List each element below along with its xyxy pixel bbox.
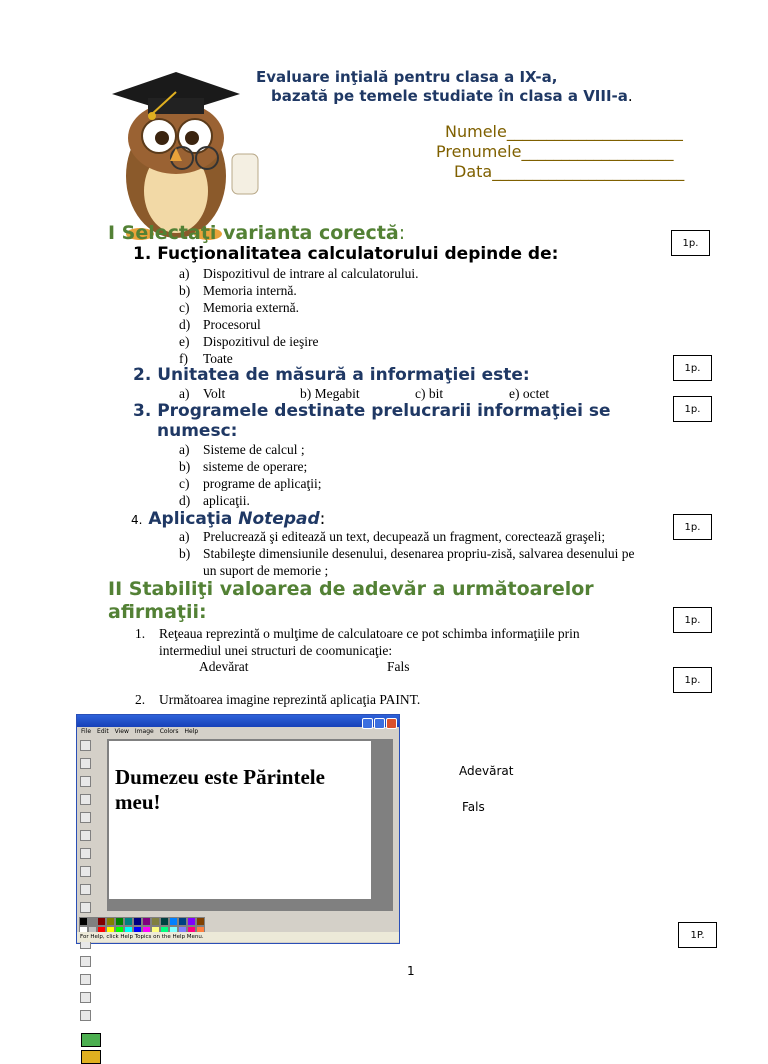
menu-view: View	[114, 728, 129, 735]
question-4-italic: Notepad	[238, 509, 320, 529]
option[interactable]: c) Memoria externă.	[179, 300, 299, 315]
statement-1-text-2: intermediul unei structuri de coomunicaţie:	[159, 643, 393, 658]
tool-icon	[80, 1010, 91, 1021]
points-box: 1p.	[673, 667, 712, 693]
tool-icon	[80, 992, 91, 1003]
statement-2-text: Următoarea imagine reprezintă aplicaţia PAINT.	[159, 692, 421, 707]
statement-2	[135, 691, 420, 708]
question-4-colon: :	[319, 509, 326, 529]
canvas-text-1: Dumezeu este Părintele	[115, 765, 325, 789]
tool-icon	[80, 830, 91, 841]
statement-1-false[interactable]: Fals	[387, 659, 410, 674]
section-1-title	[108, 222, 405, 244]
option[interactable]: Volt	[203, 386, 226, 401]
tool-icon	[80, 776, 91, 787]
statement-2-number: 2.	[135, 692, 146, 707]
title-line-2-text: bazată pe temele studiate în clasa a VIII-a	[271, 87, 628, 105]
menu-help: Help	[184, 728, 199, 735]
tool-icon	[80, 812, 91, 823]
question-1-text: Fucţionalitatea calculatorului depinde de:	[157, 244, 559, 264]
tool-icon	[80, 848, 91, 859]
question-2-options	[179, 385, 225, 402]
menu-edit: Edit	[97, 728, 109, 735]
tool-icon	[80, 902, 91, 913]
statement-2-false[interactable]: Fals	[462, 800, 485, 814]
name-field[interactable]: Numele______________________	[445, 122, 683, 141]
canvas-text-2: meu!	[115, 790, 161, 814]
section-1-title-text: I Selectaţi varianta corectă	[108, 222, 399, 244]
tool-icon	[80, 884, 91, 895]
points-box: 1P.	[678, 922, 717, 948]
option[interactable]: c) programe de aplicaţii;	[179, 476, 322, 491]
question-1	[133, 244, 558, 264]
tool-icon	[80, 956, 91, 967]
tool-option-icon	[81, 1050, 101, 1064]
question-4-text: Aplicaţia	[148, 509, 239, 529]
option[interactable]: e) octet	[509, 386, 550, 401]
option[interactable]: a) Prelucrează şi editează un text, decupează un fragment, corectează graşeli;	[179, 529, 606, 544]
color-palette	[79, 913, 279, 931]
question-2-text: Unitatea de măsură a informaţiei este:	[157, 365, 530, 385]
tool-icon	[80, 794, 91, 805]
option[interactable]: b) Megabit	[300, 386, 360, 401]
paint-status-bar: For Help, click Help Topics on the Help Menu.	[77, 932, 399, 942]
tool-icon	[80, 866, 91, 877]
section-1-colon: :	[398, 222, 406, 244]
question-4	[131, 509, 325, 529]
question-1-number: 1.	[133, 244, 152, 264]
question-3-options	[179, 441, 321, 509]
statement-1-number: 1.	[135, 626, 146, 641]
question-3-number: 3.	[133, 401, 152, 421]
option[interactable]: a) Dispozitivul de intrare al calculatorului.	[179, 266, 419, 281]
points-box: 1p.	[673, 514, 712, 540]
title-line-1: Evaluare inţială pentru clasa a IX-a,	[256, 68, 558, 86]
menu-image: Image	[134, 728, 154, 735]
maximize-icon	[374, 718, 385, 729]
option[interactable]: e) Dispozitivul de ieşire	[179, 334, 319, 349]
owl-graduate-illustration	[104, 66, 270, 244]
section-2-title-1: II Stabiliţi valoarea de adevăr a următoarelor	[108, 578, 594, 600]
tool-icon	[80, 974, 91, 985]
option-continuation: un suport de memorie ;	[203, 563, 329, 578]
question-3	[133, 401, 611, 421]
points-box: 1p.	[673, 396, 712, 422]
paint-title-bar	[77, 715, 399, 727]
option[interactable]: a) Sisteme de calcul ;	[179, 442, 305, 457]
tool-option-icon	[81, 1033, 101, 1047]
date-field[interactable]: Data________________________	[454, 162, 685, 181]
question-3-text-2: numesc:	[157, 421, 238, 441]
option[interactable]: b) Memoria internă.	[179, 283, 297, 298]
question-2-number: 2.	[133, 365, 152, 385]
question-2	[133, 365, 530, 385]
tool-icon	[80, 758, 91, 769]
surname-field[interactable]: Prenumele___________________	[436, 142, 674, 161]
option[interactable]: b) sisteme de operare;	[179, 459, 308, 474]
question-1-options	[179, 265, 419, 367]
paint-canvas	[109, 741, 371, 899]
points-box: 1p.	[673, 607, 712, 633]
statement-2-true[interactable]: Adevărat	[459, 764, 514, 778]
option-letter: a)	[179, 386, 190, 401]
option[interactable]: d) Procesorul	[179, 317, 261, 332]
option[interactable]: b) Stabileşte dimensiunile desenului, desenarea propriu-zisă, salvarea desenului pe	[179, 546, 635, 561]
option[interactable]: c) bit	[415, 386, 444, 401]
close-icon	[386, 718, 397, 729]
option[interactable]: f) Toate	[179, 351, 233, 366]
paint-window-screenshot	[76, 714, 400, 944]
minimize-icon	[362, 718, 373, 729]
question-4-number: 4.	[131, 513, 143, 527]
title-dot: .	[627, 87, 633, 105]
tool-icon	[80, 740, 91, 751]
paint-toolbox	[79, 739, 103, 869]
question-4-options	[179, 528, 634, 579]
section-2-title-2: afirmaţii:	[108, 601, 207, 623]
menu-colors: Colors	[159, 728, 179, 735]
menu-file: File	[81, 728, 92, 735]
option[interactable]: d) aplicaţii.	[179, 493, 250, 508]
paint-menu-bar	[77, 727, 399, 737]
statement-1-text-1: Reţeaua reprezintă o mulţime de calculatoare ce pot schimba informaţiile prin	[159, 626, 580, 641]
statement-1-true[interactable]: Adevărat	[199, 659, 249, 674]
title-line-2	[271, 87, 633, 105]
points-box: 1p.	[671, 230, 710, 256]
statement-1	[135, 625, 655, 659]
page-number: 1	[407, 964, 415, 978]
question-3-text-1: Programele destinate prelucrarii informaţiei se	[157, 401, 611, 421]
points-box: 1p.	[673, 355, 712, 381]
paint-canvas-area	[107, 739, 393, 911]
